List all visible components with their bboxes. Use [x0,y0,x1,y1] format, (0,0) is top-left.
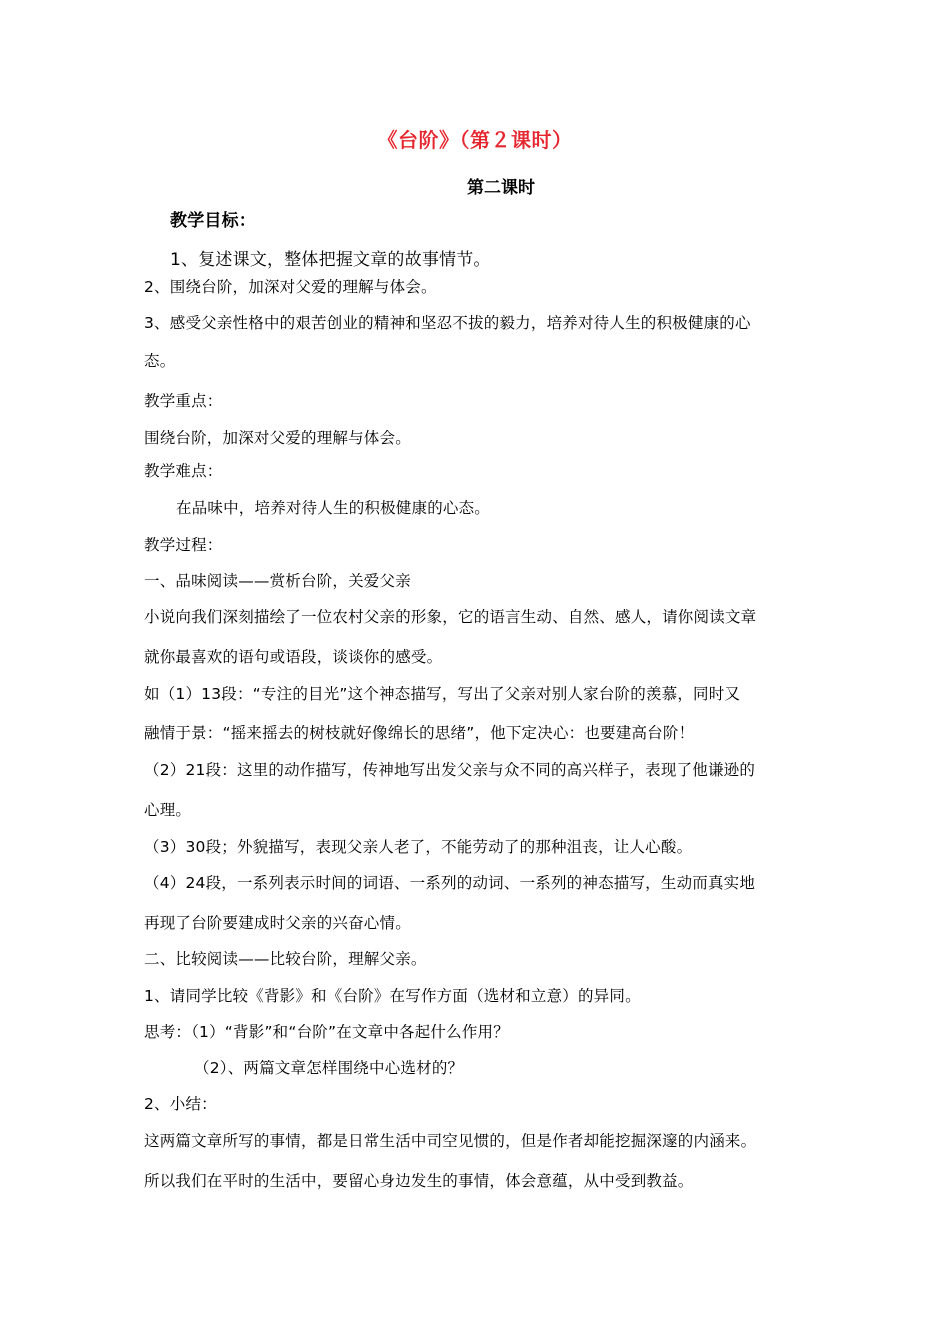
goal-line-1: 1、复述课文，整体把握文章的故事情节。 [170,250,491,270]
example-1-line: 如（1）13段：“专注的目光”这个神态描写，写出了父亲对别人家台阶的羡慕，同时又 [144,685,741,703]
paragraph-line: 就你最喜欢的语句或语段，谈谈你的感受。 [144,648,443,666]
goal-line-3: 3、感受父亲性格中的艰苦创业的精神和坚忍不拔的毅力，培养对待人生的积极健康的心 [144,314,751,332]
example-1-line: 融情于景：“摇来摇去的树枝就好像绵长的思绪”，他下定决心：也要建高台阶！ [144,724,695,742]
process-heading: 教学过程： [144,536,223,554]
example-4-line: （4）24段，一系列表示时间的词语、一系列的动词、一系列的神态描写，生动而真实地 [144,874,756,892]
summary-line: 这两篇文章所写的事情，都是日常生活中司空见惯的，但是作者却能挖掘深邃的内涵来。 [144,1132,757,1150]
example-2-line: （2）21段：这里的动作描写，传神地写出发父亲与众不同的高兴样子，表现了他谦逊的 [144,761,756,779]
goal-line-3-cont: 态。 [144,352,176,370]
goal-line-2: 2、围绕台阶，加深对父爱的理解与体会。 [144,278,437,296]
document-title: 《台阶》（第２课时） [377,128,573,152]
section-one-heading: 一、品味阅读——赏析台阶，关爱父亲 [144,572,411,590]
difficulty-heading: 教学难点： [144,462,223,480]
key-point-heading: 教学重点： [144,392,223,410]
lesson-subtitle: 第二课时 [467,178,535,198]
teaching-goals-heading: 教学目标： [170,211,256,231]
summary-heading: 2、小结： [144,1095,217,1113]
think-question-2: （2）、两篇文章怎样围绕中心选材的？ [194,1059,464,1077]
example-2-line: 心理。 [144,801,192,819]
difficulty-text: 在品味中，培养对待人生的积极健康的心态。 [176,499,491,517]
example-4-line: 再现了台阶要建成时父亲的兴奋心情。 [144,914,411,932]
example-3-line: （3）30段；外貌描写，表现父亲人老了，不能劳动了的那种沮丧，让人心酸。 [144,838,693,856]
paragraph-line: 小说向我们深刻描绘了一位农村父亲的形象，它的语言生动、自然、感人，请你阅读文章 [144,608,757,626]
section-two-heading: 二、比较阅读——比较台阶，理解父亲。 [144,950,427,968]
summary-line: 所以我们在平时的生活中，要留心身边发生的事情，体会意蕴，从中受到教益。 [144,1172,694,1190]
compare-task-line: 1、请同学比较《背影》和《台阶》在写作方面（选材和立意）的异同。 [144,987,641,1005]
think-question-1: 思考：（1）“背影”和“台阶”在文章中各起什么作用？ [144,1023,509,1041]
key-point-text: 围绕台阶，加深对父爱的理解与体会。 [144,429,411,447]
